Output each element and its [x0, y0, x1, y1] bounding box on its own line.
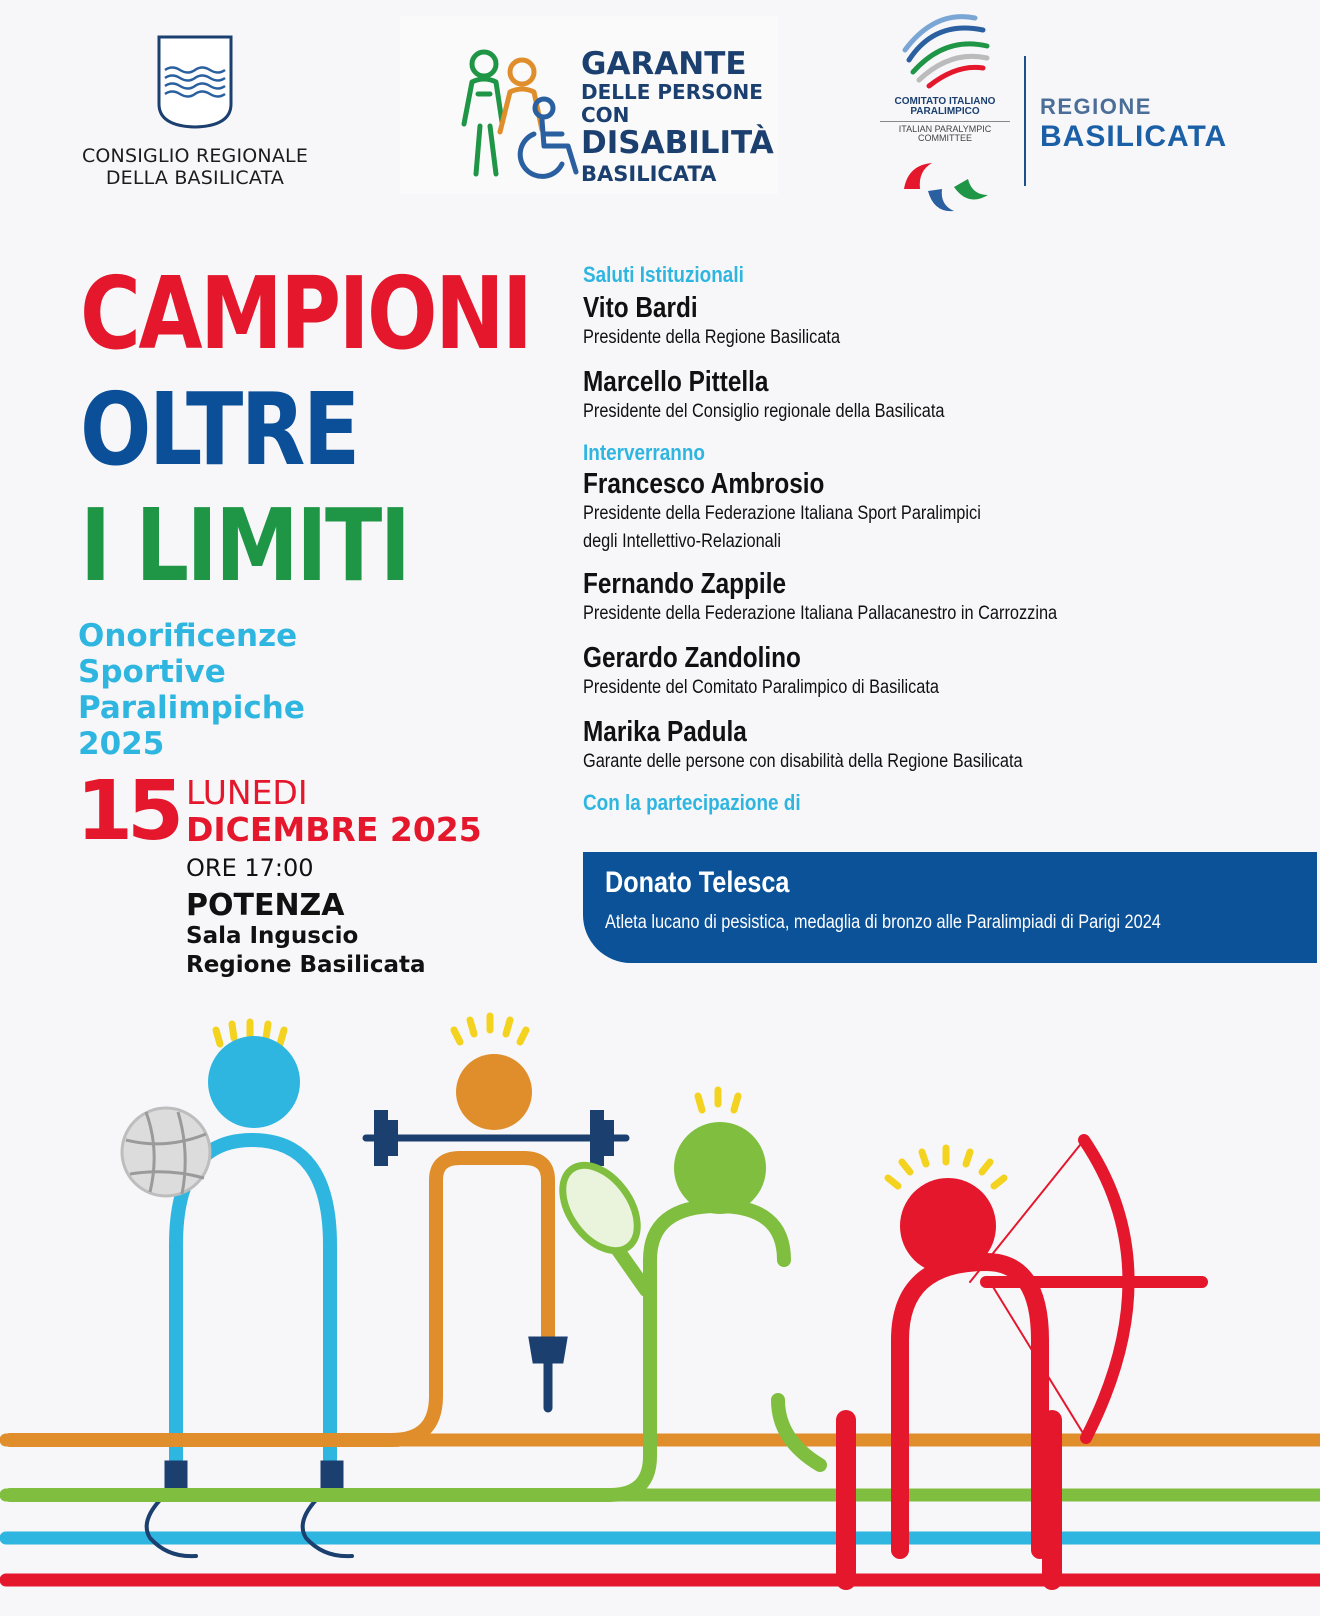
garante-people-icon [444, 34, 584, 184]
consiglio-name-line1: CONSIGLIO REGIONALE [81, 145, 309, 167]
cip-name-line2: PARALIMPICO [910, 106, 980, 117]
garante-text [581, 48, 774, 188]
cip-logo [870, 10, 1020, 220]
cip-name-line1: COMITATO ITALIANO [894, 96, 996, 107]
regione-line1: REGIONE [1040, 94, 1152, 119]
speaker-name: Vito Bardi [583, 292, 698, 324]
program [583, 262, 1283, 816]
speaker-item [583, 292, 1283, 352]
cip-globe-icon [895, 10, 995, 92]
speaker-name: Gerardo Zandolino [583, 642, 801, 674]
agitos-icon [898, 155, 992, 215]
garante-line5: BASILICATA [581, 162, 717, 186]
garante-logo [400, 16, 778, 194]
cip-name-line4: COMMITTEE [918, 133, 972, 143]
speaker-item [583, 642, 1283, 702]
event-venue [186, 922, 426, 980]
subtitle-line2: Sportive [78, 654, 226, 690]
subtitle-line3: Paralimpiche [78, 690, 305, 726]
subtitle-line1: Onorificenze [78, 618, 298, 654]
speaker-role: Presidente della Federazione Italiana Sport Paralimpici [583, 503, 981, 524]
garante-line1: GARANTE [581, 46, 747, 82]
consiglio-name-line2: DELLA BASILICATA [105, 167, 285, 189]
speaker-name: Fernando Zappile [583, 568, 787, 600]
regione-logo [1040, 94, 1227, 154]
athletes-illustration [0, 990, 1320, 1616]
speaker-role: Presidente del Comitato Paralimpico di Basilicata [583, 677, 940, 698]
volleyball-icon [122, 1108, 210, 1196]
guest-highlight [583, 852, 1317, 963]
section-interverranno: Interverranno [583, 440, 705, 465]
cip-name-line3: ITALIAN PARALYMPIC [880, 121, 1010, 134]
title-line1: CAMPIONI [80, 255, 531, 372]
speaker-item [583, 716, 1283, 776]
garante-line3: CON [581, 103, 630, 127]
subtitle-line4: 2025 [78, 726, 165, 762]
event-city: POTENZA [186, 888, 345, 923]
speaker-role-line2: degli Intellettivo-Relazionali [583, 531, 782, 552]
title-line3: I LIMITI [80, 487, 409, 604]
speaker-item [583, 468, 1283, 556]
event-day-number: 15 [76, 764, 179, 859]
garante-line4: DISABILITÀ [581, 125, 774, 161]
garante-line2: DELLE PERSONE [581, 80, 763, 104]
event-month-year: DICEMBRE 2025 [186, 810, 482, 849]
speaker-item [583, 568, 1283, 628]
guest-name: Donato Telesca [605, 866, 790, 899]
speaker-role: Garante delle persone con disabilità della Regione Basilicata [583, 751, 1023, 772]
logo-divider [1024, 56, 1026, 186]
section-saluti: Saluti Istituzionali [583, 262, 744, 287]
consiglio-logo [70, 30, 320, 189]
speaker-role: Presidente del Consiglio regionale della Basilicata [583, 401, 945, 422]
consiglio-crest-icon [156, 34, 234, 130]
guest-description: Atleta lucano di pesistica, medaglia di bronzo alle Paralimpiadi di Parigi 2024 [605, 912, 1161, 933]
event-venue-line1: Sala Inguscio [186, 923, 359, 949]
subtitle [78, 618, 305, 762]
speaker-name: Marika Padula [583, 716, 747, 748]
speaker-name: Francesco Ambrosio [583, 468, 825, 500]
speaker-item [583, 366, 1283, 426]
speaker-role: Presidente della Federazione Italiana Pallacanestro in Carrozzina [583, 603, 1058, 624]
speaker-name: Marcello Pittella [583, 366, 769, 398]
title-line2: OLTRE [80, 371, 358, 488]
speaker-role: Presidente della Regione Basilicata [583, 327, 841, 348]
event-venue-line2: Regione Basilicata [186, 952, 426, 978]
section-partecipazione: Con la partecipazione di [583, 790, 801, 815]
event-weekday: LUNEDI [186, 773, 308, 812]
regione-line2: BASILICATA [1040, 120, 1228, 153]
event-time: ORE 17:00 [186, 854, 314, 882]
